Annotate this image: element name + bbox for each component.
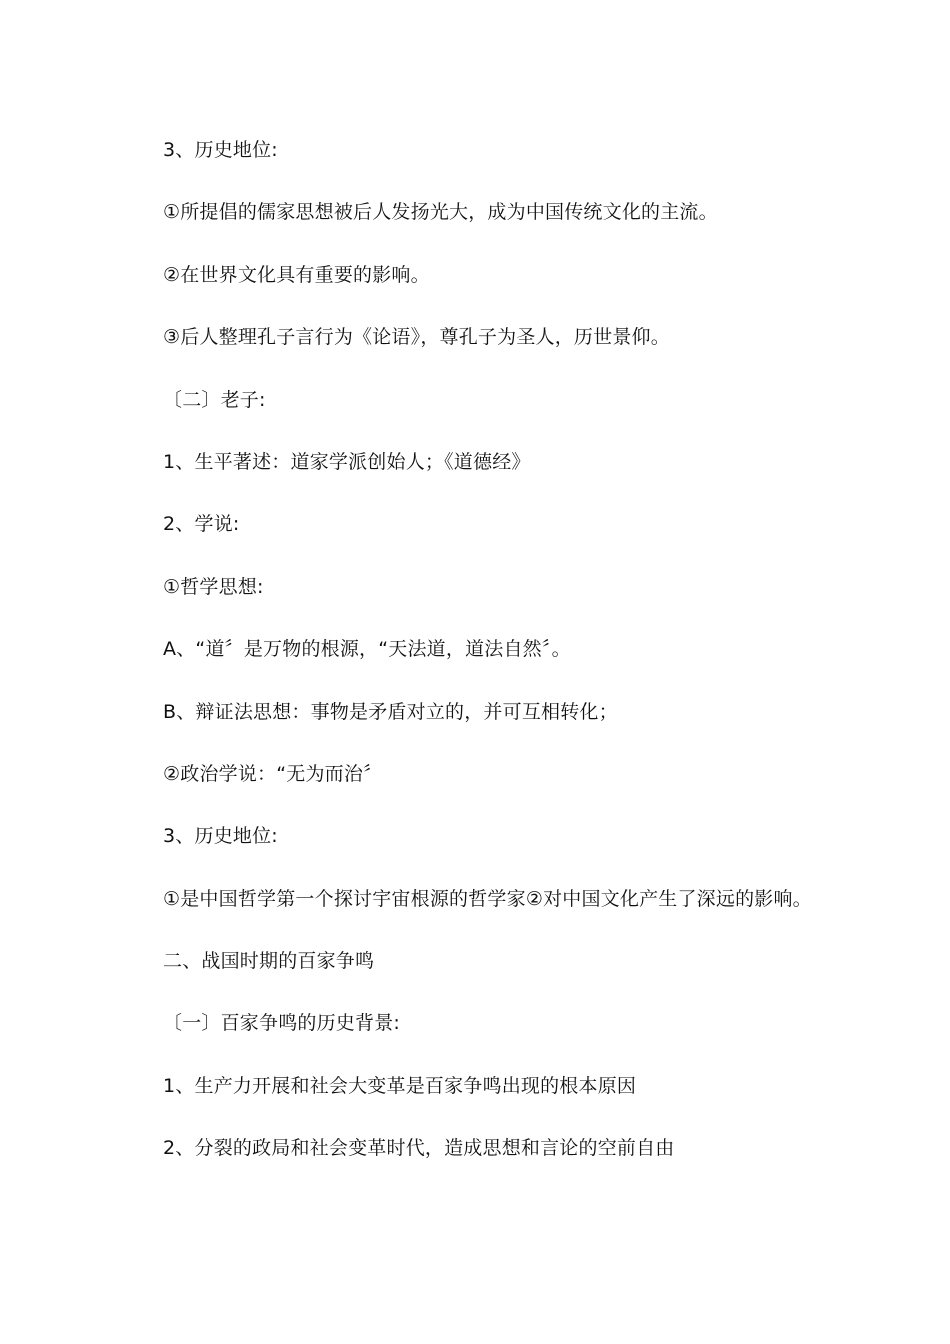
section-heading-historical-status-laozi: 3、历史地位: xyxy=(163,825,278,848)
paragraph-line: ①是中国哲学第一个探讨宇宙根源的哲学家②对中国文化产生了深远的影响。 xyxy=(163,887,812,910)
paragraph-line: ②政治学说：“无为而治〞 xyxy=(163,762,383,785)
paragraph-line: ③后人整理孔子言行为《论语》，尊孔子为圣人，历世景仰。 xyxy=(163,326,670,349)
paragraph-line: ②在世界文化具有重要的影响。 xyxy=(163,263,430,286)
paragraph-line: B、辩证法思想：事物是矛盾对立的，并可互相转化； xyxy=(163,700,618,723)
section-heading-historical-status-confucius: 3、历史地位: xyxy=(163,139,278,161)
section-heading-doctrine: 2、学说: xyxy=(163,513,240,536)
paragraph-line: A、“道〞是万物的根源，“天法道，道法自然〞。 xyxy=(163,638,571,661)
section-heading-laozi: 〔二〕老子: xyxy=(163,388,266,411)
paragraph-line: 2、分裂的政局和社会变革时代，造成思想和言论的空前自由 xyxy=(163,1137,675,1160)
paragraph-line: ①所提倡的儒家思想被后人发扬光大，成为中国传统文化的主流。 xyxy=(163,201,718,224)
paragraph-line: ①哲学思想: xyxy=(163,575,264,598)
paragraph-line: 1、生产力开展和社会大变革是百家争鸣出现的根本原因 xyxy=(163,1074,637,1097)
section-heading-background: 〔一〕百家争鸣的历史背景: xyxy=(163,1012,401,1035)
document-body xyxy=(163,136,923,1197)
paragraph-line: 1、生平著述：道家学派创始人；《道德经》 xyxy=(163,450,531,473)
chapter-heading-hundred-schools: 二、战国时期的百家争鸣 xyxy=(163,950,375,973)
